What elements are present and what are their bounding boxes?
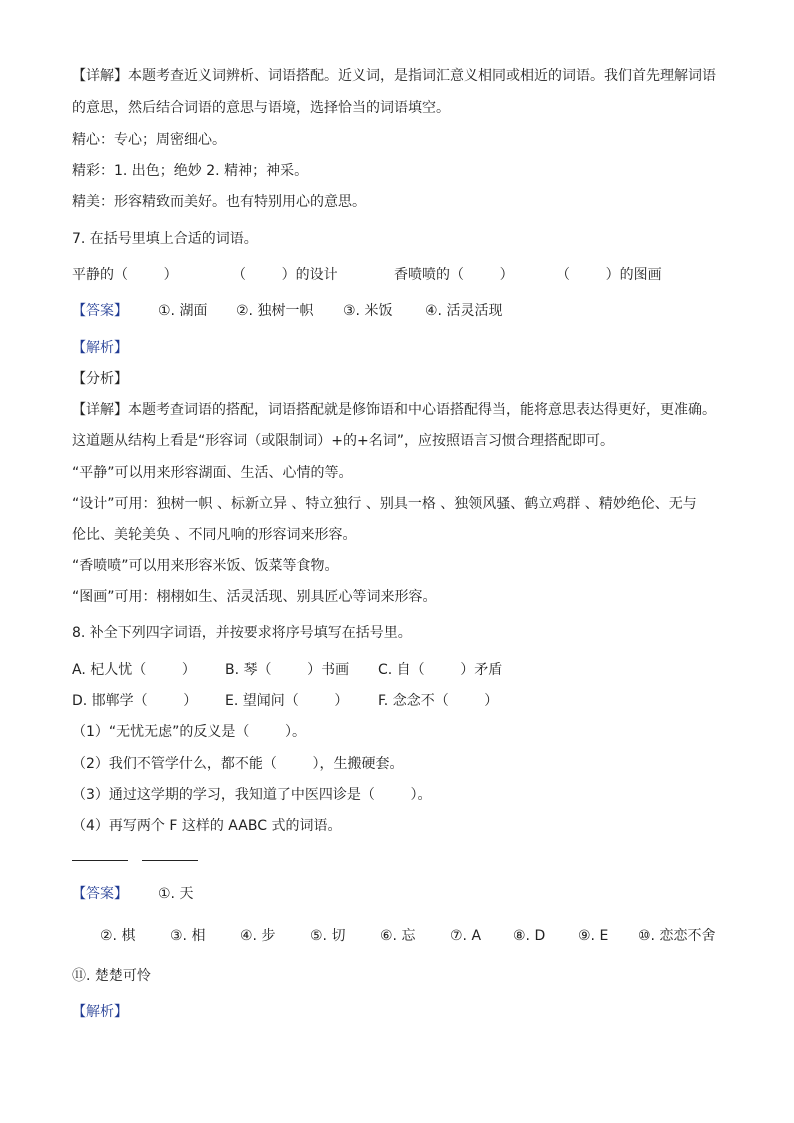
answer-item: ③. 米饭 [343, 303, 393, 319]
q8-sub-3: （3）通过这学期的学习，我知道了中医四诊是（ ）。 [72, 787, 432, 803]
q8-sub-1: （1）“无忧无虑”的反义是（ ）。 [72, 724, 307, 740]
q8-option-c: C. 自（ ）矛盾 [378, 662, 503, 678]
text-line: 【详解】本题考查近义词辨析、词语搭配。近义词，是指词汇意义相同或相近的词语。我们首先理解词语 [72, 68, 716, 84]
analysis-tag: 【解析】 [72, 1004, 128, 1020]
q8-option-f: F. 念念不（ ） [378, 693, 499, 709]
answer-item: ①. 天 [158, 886, 194, 902]
answer-item: ⑨. E [578, 928, 609, 944]
q8-option-b: B. 琴（ ）书画 [225, 662, 350, 678]
q8-option-e: E. 望闻问（ ） [225, 693, 349, 709]
text-line: 精彩：1. 出色；绝妙 2. 精神；神采。 [72, 163, 309, 179]
answer-tag: 【答案】 [72, 886, 128, 902]
question-7-title: 7. 在括号里填上合适的词语。 [72, 231, 258, 247]
q7-phrase-4: （ ）的图画 [556, 267, 662, 283]
text-line: “图画”可用：栩栩如生、活灵活现、别具匠心等词来形容。 [72, 589, 437, 605]
answer-item: ⑪. 楚楚可怜 [72, 968, 151, 984]
q8-sub-4: （4）再写两个 F 这样的 AABC 式的词语。 [72, 818, 342, 834]
q7-phrase-3: 香喷喷的（ ） [394, 267, 514, 283]
analysis-tag: 【解析】 [72, 340, 128, 356]
answer-item: ②. 棋 [100, 928, 136, 944]
answer-item: ③. 相 [170, 928, 206, 944]
text-line: 精美：形容精致而美好。也有特别用心的意思。 [72, 194, 366, 210]
text-line: “设计”可用：独树一帜 、标新立异 、特立独行 、别具一格 、独领风骚、鹤立鸡群 、精妙绝伦、无与 [72, 496, 697, 512]
answer-tag: 【答案】 [72, 303, 128, 319]
q8-sub-2: （2）我们不管学什么，都不能（ ），生搬硬套。 [72, 756, 404, 772]
answer-item: ④. 活灵活现 [425, 303, 503, 319]
answer-blank-line [72, 860, 128, 861]
answer-item: ⑧. D [513, 928, 546, 944]
question-8-title: 8. 补全下列四字词语，并按要求将序号填写在括号里。 [72, 625, 412, 641]
fenxi-tag: 【分析】 [72, 371, 128, 387]
text-line: “香喷喷”可以用来形容米饭、饭菜等食物。 [72, 558, 339, 574]
answer-item: ①. 湖面 [158, 303, 208, 319]
q8-option-a: A. 杞人忧（ ） [72, 662, 196, 678]
text-line: 这道题从结构上看是“形容词（或限制词）+的+名词”，应按照语言习惯合理搭配即可。 [72, 433, 614, 449]
text-line: “平静”可以用来形容湖面、生活、心情的等。 [72, 465, 353, 481]
q7-phrase-1: 平静的（ ） [72, 267, 178, 283]
text-line: 的意思，然后结合词语的意思与语境，选择恰当的词语填空。 [72, 100, 450, 116]
answer-item: ②. 独树一帜 [236, 303, 314, 319]
text-line: 【详解】本题考查词语的搭配，词语搭配就是修饰语和中心语搭配得当，能将意思表达得更好，更准确。 [72, 402, 716, 418]
answer-item: ⑩. 恋恋不舍 [638, 928, 716, 944]
answer-item: ⑦. A [450, 928, 482, 944]
answer-item: ④. 步 [240, 928, 276, 944]
answer-item: ⑥. 忘 [380, 928, 416, 944]
answer-blank-line [142, 860, 198, 861]
text-line: 精心：专心；周密细心。 [72, 132, 226, 148]
q8-option-d: D. 邯郸学（ ） [72, 693, 198, 709]
answer-item: ⑤. 切 [310, 928, 346, 944]
text-line: 伦比、美轮美奂 、不同凡响的形容词来形容。 [72, 527, 357, 543]
q7-phrase-2: （ ）的设计 [232, 267, 338, 283]
